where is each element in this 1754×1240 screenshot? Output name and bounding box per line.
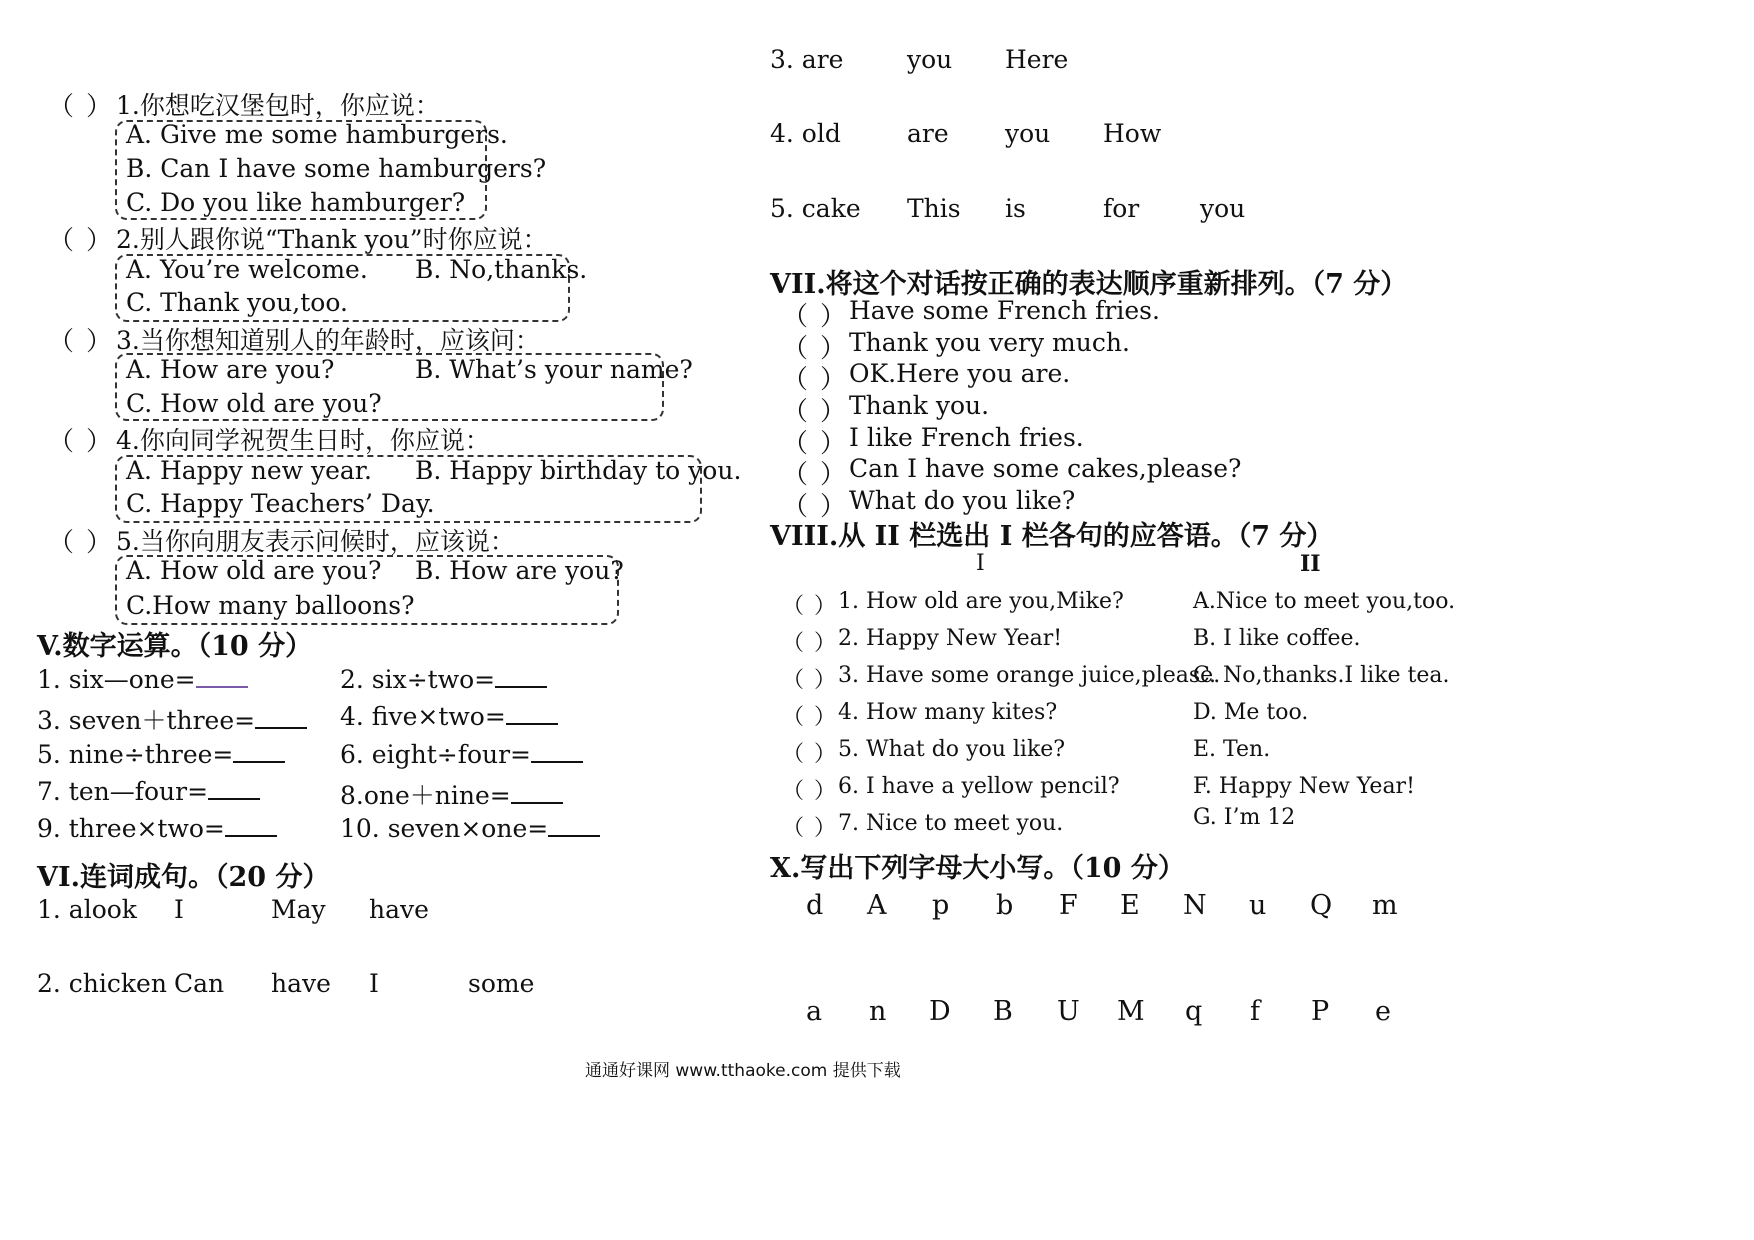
letter: n	[869, 996, 887, 1027]
dialogue-line: Thank you.	[849, 391, 990, 420]
answer-bracket-right: ）	[820, 302, 847, 332]
q3-option-b: B. What’s your name?	[415, 355, 693, 384]
q1-option-c: C. Do you like hamburger?	[126, 188, 466, 217]
arithmetic-item: 7. ten—four=	[37, 776, 260, 806]
arithmetic-item: 9. three×two=	[37, 813, 277, 843]
section-heading: VII.将这个对话按正确的表达顺序重新排列。（7 分）	[770, 269, 1408, 300]
prompt-item: 1. How old are you,Mike?	[838, 589, 1124, 614]
answer-bracket-left[interactable]: （	[782, 365, 809, 395]
q2-option-c: C. Thank you,too.	[126, 288, 348, 317]
answer-bracket-left[interactable]: （	[782, 705, 805, 730]
answer-bracket-right: ）	[814, 631, 837, 656]
question-3-stem: 3.当你想知道别人的年龄时，应该问：	[116, 326, 540, 355]
question-2-stem: 2.别人跟你说“Thank you”时你应说：	[116, 225, 548, 254]
answer-bracket-right: ）	[86, 226, 113, 256]
q3-option-a: A. How are you?	[126, 355, 335, 384]
answer-bracket-right: ）	[820, 429, 847, 459]
word: you	[907, 45, 953, 74]
arithmetic-item: 10. seven×one=	[340, 813, 600, 843]
dialogue-line: I like French fries.	[849, 423, 1084, 452]
answer-blank[interactable]	[225, 813, 277, 837]
answer-bracket-left[interactable]: （	[782, 779, 805, 804]
q2-option-b: B. No,thanks.	[415, 255, 588, 284]
word: I	[369, 969, 379, 998]
answer-bracket-left[interactable]: （	[782, 460, 809, 490]
q1-option-b: B. Can I have some hamburgers?	[126, 154, 547, 183]
answer-blank[interactable]	[233, 739, 285, 763]
answer-blank[interactable]	[506, 701, 558, 725]
word: have	[369, 895, 429, 924]
response-option: F. Happy New Year!	[1193, 774, 1415, 799]
word: 3. are	[770, 45, 844, 74]
letter: q	[1185, 996, 1203, 1027]
answer-bracket-right: ）	[814, 594, 837, 619]
word: How	[1103, 119, 1162, 148]
response-option: C. No,thanks.I like tea.	[1193, 663, 1450, 688]
word: have	[271, 969, 331, 998]
answer-bracket-left[interactable]: （	[48, 226, 75, 256]
answer-blank[interactable]	[255, 705, 307, 729]
response-option: B. I like coffee.	[1193, 626, 1361, 651]
dialogue-line: Thank you very much.	[849, 328, 1130, 357]
q5-option-c: C.How many balloons?	[126, 591, 415, 620]
arithmetic-item: 5. nine÷three=	[37, 739, 285, 769]
letter: A	[867, 890, 887, 921]
letter: b	[996, 890, 1014, 921]
answer-bracket-left[interactable]: （	[782, 816, 805, 841]
section-heading: X.写出下列字母大小写。（10 分）	[770, 853, 1185, 884]
letter: Q	[1310, 890, 1333, 921]
answer-blank[interactable]	[208, 776, 260, 800]
answer-bracket-left[interactable]: （	[48, 427, 75, 457]
q5-option-b: B. How are you?	[415, 556, 624, 585]
word: I	[174, 895, 184, 924]
word: 1. alook	[37, 895, 137, 924]
letter: P	[1311, 996, 1330, 1027]
letter: F	[1059, 890, 1078, 921]
arithmetic-item: 1. six—one=	[37, 664, 248, 694]
dialogue-line: What do you like?	[849, 486, 1076, 515]
q4-option-b: B. Happy birthday to you.	[415, 456, 742, 485]
letter: M	[1117, 996, 1145, 1027]
question-5-stem: 5.当你向朋友表示问候时，应该说：	[116, 527, 515, 556]
word: you	[1005, 119, 1051, 148]
word: 5. cake	[770, 194, 861, 223]
response-option: E. Ten.	[1193, 737, 1271, 762]
answer-bracket-right: ）	[86, 528, 113, 558]
dialogue-line: OK.Here you are.	[849, 359, 1071, 388]
response-option: A.Nice to meet you,too.	[1193, 589, 1456, 614]
answer-bracket-right: ）	[820, 334, 847, 364]
word: 4. old	[770, 119, 841, 148]
response-option: G. I’m 12	[1193, 805, 1296, 830]
dialogue-line: Have some French fries.	[849, 296, 1160, 325]
page-footer: 通通好课网 www.tthaoke.com 提供下载	[585, 1061, 901, 1081]
letter: f	[1250, 996, 1260, 1027]
question-4-stem: 4.你向同学祝贺生日时，你应说：	[116, 426, 490, 455]
word: Can	[174, 969, 225, 998]
answer-bracket-left[interactable]: （	[782, 668, 805, 693]
answer-bracket-right: ）	[820, 460, 847, 490]
answer-bracket-left[interactable]: （	[782, 631, 805, 656]
answer-bracket-right: ）	[86, 327, 113, 357]
answer-blank[interactable]	[548, 813, 600, 837]
response-option: D. Me too.	[1193, 700, 1309, 725]
answer-bracket-right: ）	[814, 816, 837, 841]
answer-bracket-right: ）	[86, 427, 113, 457]
word: for	[1103, 194, 1140, 223]
answer-bracket-right: ）	[814, 779, 837, 804]
q3-option-c: C. How old are you?	[126, 389, 382, 418]
prompt-item: 3. Have some orange juice,please.	[838, 663, 1221, 688]
section-heading: V.数字运算。（10 分）	[37, 631, 313, 662]
answer-bracket-right: ）	[820, 397, 847, 427]
answer-bracket-left[interactable]: （	[782, 429, 809, 459]
q4-option-a: A. Happy new year.	[126, 456, 372, 485]
letter: u	[1249, 890, 1267, 921]
word: are	[907, 119, 949, 148]
answer-bracket-right: ）	[86, 92, 113, 122]
answer-bracket-left[interactable]: （	[48, 92, 75, 122]
prompt-item: 6. I have a yellow pencil?	[838, 774, 1120, 799]
answer-bracket-right: ）	[814, 705, 837, 730]
answer-bracket-left[interactable]: （	[782, 492, 809, 522]
q5-option-a: A. How old are you?	[126, 556, 382, 585]
section-heading: VIII.从 II 栏选出 I 栏各句的应答语。（7 分）	[770, 521, 1334, 552]
word: you	[1200, 194, 1246, 223]
answer-bracket-left[interactable]: （	[782, 397, 809, 427]
dialogue-line: Can I have some cakes,please?	[849, 454, 1242, 483]
question-1-stem: 1.你想吃汉堡包时，你应说：	[116, 91, 440, 120]
q4-option-c: C. Happy Teachers’ Day.	[126, 489, 435, 518]
answer-bracket-right: ）	[820, 492, 847, 522]
answer-bracket-left[interactable]: （	[48, 327, 75, 357]
arithmetic-item: 3. seven＋three=	[37, 701, 307, 737]
letter: U	[1057, 996, 1080, 1027]
q2-option-a: A. You’re welcome.	[126, 255, 368, 284]
prompt-item: 2. Happy New Year!	[838, 626, 1063, 651]
answer-bracket-left[interactable]: （	[782, 302, 809, 332]
word: This	[907, 194, 961, 223]
prompt-item: 7. Nice to meet you.	[838, 811, 1064, 836]
column-header-i: I	[976, 551, 985, 576]
arithmetic-item: 2. six÷two=	[340, 664, 547, 694]
arithmetic-item: 4. five×two=	[340, 701, 558, 731]
letter: N	[1183, 890, 1207, 921]
q1-option-a: A. Give me some hamburgers.	[126, 120, 508, 149]
answer-bracket-right: ）	[814, 742, 837, 767]
section-heading: VI.连词成句。（20 分）	[37, 862, 330, 893]
word: Here	[1005, 45, 1069, 74]
word: May	[271, 895, 326, 924]
answer-blank[interactable]	[495, 664, 547, 688]
answer-blank[interactable]	[531, 739, 583, 763]
arithmetic-item: 6. eight÷four=	[340, 739, 583, 769]
answer-blank[interactable]	[196, 664, 248, 688]
letter: E	[1120, 890, 1140, 921]
letter: B	[993, 996, 1013, 1027]
letter: e	[1375, 996, 1391, 1027]
answer-bracket-right: ）	[820, 365, 847, 395]
arithmetic-item: 8.one＋nine=	[340, 776, 563, 812]
word: 2. chicken	[37, 969, 167, 998]
letter: d	[806, 890, 824, 921]
letter: a	[806, 996, 823, 1027]
letter: D	[929, 996, 951, 1027]
column-header-ii: II	[1300, 551, 1321, 577]
word: is	[1005, 194, 1026, 223]
prompt-item: 5. What do you like?	[838, 737, 1066, 762]
word: some	[468, 969, 535, 998]
answer-bracket-left[interactable]: （	[782, 742, 805, 767]
answer-bracket-left[interactable]: （	[782, 334, 809, 364]
answer-bracket-left[interactable]: （	[782, 594, 805, 619]
prompt-item: 4. How many kites?	[838, 700, 1058, 725]
letter: m	[1372, 890, 1398, 921]
answer-bracket-right: ）	[814, 668, 837, 693]
answer-bracket-left[interactable]: （	[48, 528, 75, 558]
letter: p	[932, 890, 950, 921]
answer-blank[interactable]	[511, 780, 563, 804]
